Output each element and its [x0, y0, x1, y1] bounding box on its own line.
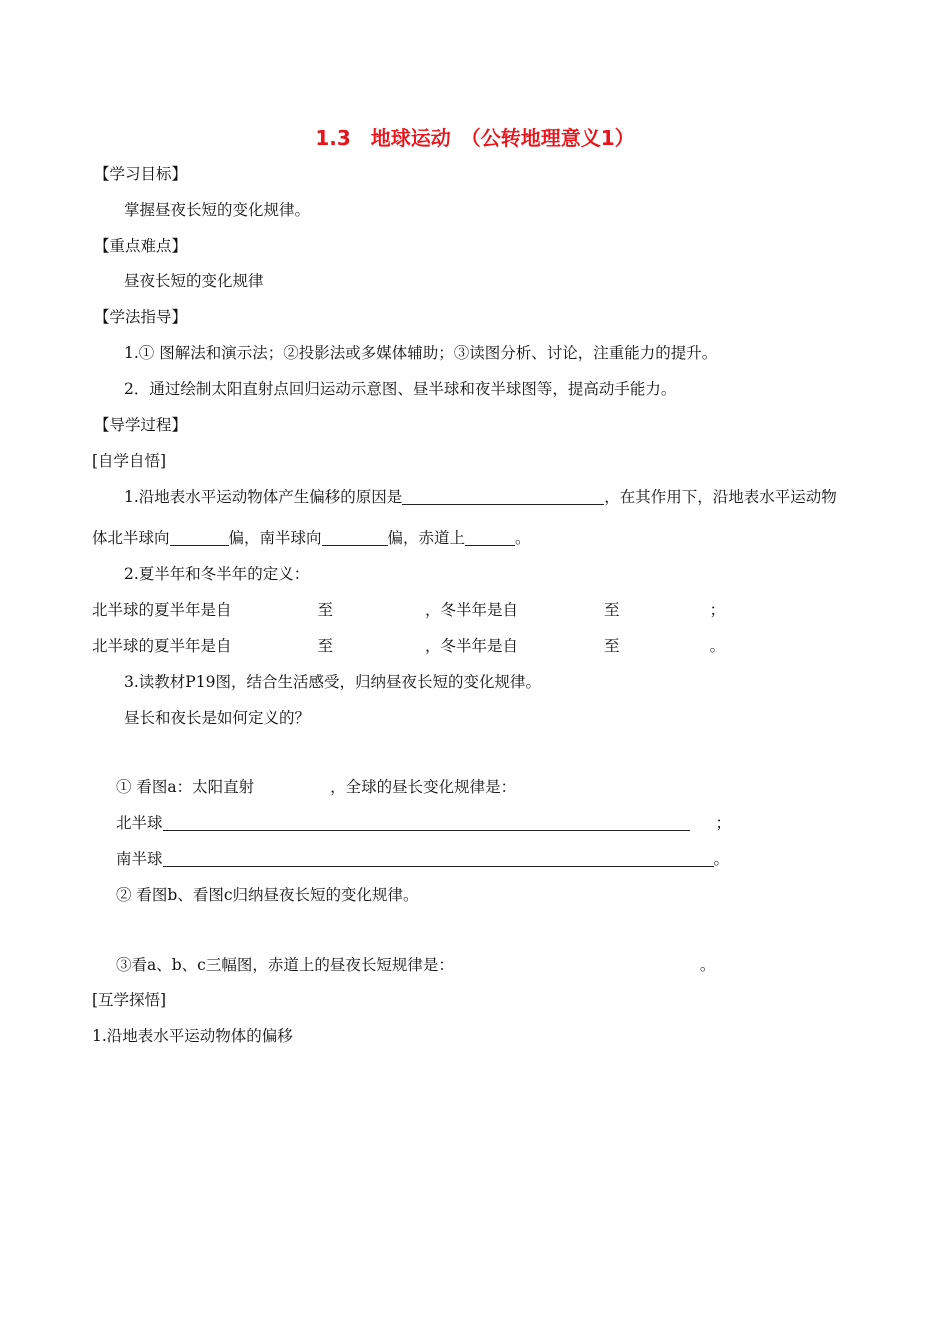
row-2-text-e: 。: [709, 637, 726, 655]
southern-hemisphere-end: 。: [713, 850, 730, 868]
northern-hemisphere-end: ；: [715, 814, 732, 832]
part-a-text-1: ① 看图a：太阳直射: [116, 778, 255, 796]
row-2-text-b: 至: [317, 637, 334, 655]
key-points-heading: 【重点难点】: [94, 237, 188, 255]
learning-goals-heading: 【学习目标】: [94, 165, 188, 183]
blank-north-deflection[interactable]: [170, 529, 229, 546]
question-1-line-2: [92, 528, 531, 548]
question-2-row-1: [92, 600, 725, 620]
learning-goals-text: 掌握昼夜长短的变化规律。: [124, 201, 311, 219]
question-2-intro: 2.夏半年和冬半年的定义：: [124, 565, 310, 583]
question-1-line-1: [124, 487, 837, 507]
study-method-heading: 【学法指导】: [94, 308, 188, 326]
question-3-part-a: [116, 777, 516, 797]
blank-south-deflection[interactable]: [322, 529, 388, 546]
question-1-text-e: 偏，赤道上: [387, 529, 466, 547]
question-3-part-c: [116, 955, 715, 975]
row-1-text-b: 至: [317, 601, 334, 619]
question-1-text-f: 。: [515, 529, 531, 547]
document-title: 1.3 地球运动 （公转地理意义1）: [315, 126, 635, 150]
blank-northern-hemisphere-rule[interactable]: [163, 814, 690, 831]
question-1-text-c: 体北半球向: [92, 529, 170, 547]
southern-hemisphere-label: 南半球: [116, 850, 163, 868]
part-a-text-2: ，全球的昼长变化规律是：: [330, 778, 517, 796]
row-2-text-c: ，冬半年是自: [425, 637, 519, 655]
self-study-heading: [自学自悟]: [92, 452, 167, 470]
blank-deflection-cause[interactable]: [402, 488, 604, 505]
key-points-text: 昼夜长短的变化规律: [124, 272, 264, 290]
mutual-study-heading: [互学探悟]: [92, 991, 167, 1009]
question-3-intro: 3.读教材P19图，结合生活感受，归纳昼夜长短的变化规律。: [124, 673, 541, 691]
row-1-text-c: ，冬半年是自: [425, 601, 519, 619]
mutual-study-item-1: 1.沿地表水平运动物体的偏移: [92, 1027, 293, 1045]
blank-equator-deflection[interactable]: [465, 529, 515, 546]
question-3-part-b: ② 看图b、看图c归纳昼夜长短的变化规律。: [116, 886, 419, 904]
northern-hemisphere-line: [116, 813, 731, 833]
row-1-text-e: ；: [709, 601, 726, 619]
study-method-item-2: 2．通过绘制太阳直射点回归运动示意图、昼半球和夜半球图等，提高动手能力。: [124, 380, 677, 398]
question-1-text-a: 1.沿地表水平运动物体产生偏移的原因是: [124, 488, 403, 506]
question-2-row-2: [92, 636, 725, 656]
study-method-item-1: 1.① 图解法和演示法；②投影法或多媒体辅助；③读图分析、讨论，注重能力的提升。: [124, 344, 718, 362]
southern-hemisphere-line: [116, 849, 729, 869]
guided-process-heading: 【导学过程】: [94, 416, 188, 434]
northern-hemisphere-label: 北半球: [116, 814, 163, 832]
row-2-text-a: 北半球的夏半年是自: [92, 637, 232, 655]
question-3-definition: 昼长和夜长是如何定义的？: [124, 709, 311, 727]
blank-southern-hemisphere-rule[interactable]: [163, 850, 714, 867]
part-c-end: 。: [699, 956, 716, 974]
part-c-text: ③看a、b、c三幅图，赤道上的昼夜长短规律是：: [116, 956, 454, 974]
row-2-text-d: 至: [604, 637, 620, 655]
question-1-text-b: ，在其作用下，沿地表水平运动物: [604, 488, 837, 506]
question-1-text-d: 偏，南半球向: [228, 529, 322, 547]
row-1-text-d: 至: [604, 601, 620, 619]
row-1-text-a: 北半球的夏半年是自: [92, 601, 232, 619]
